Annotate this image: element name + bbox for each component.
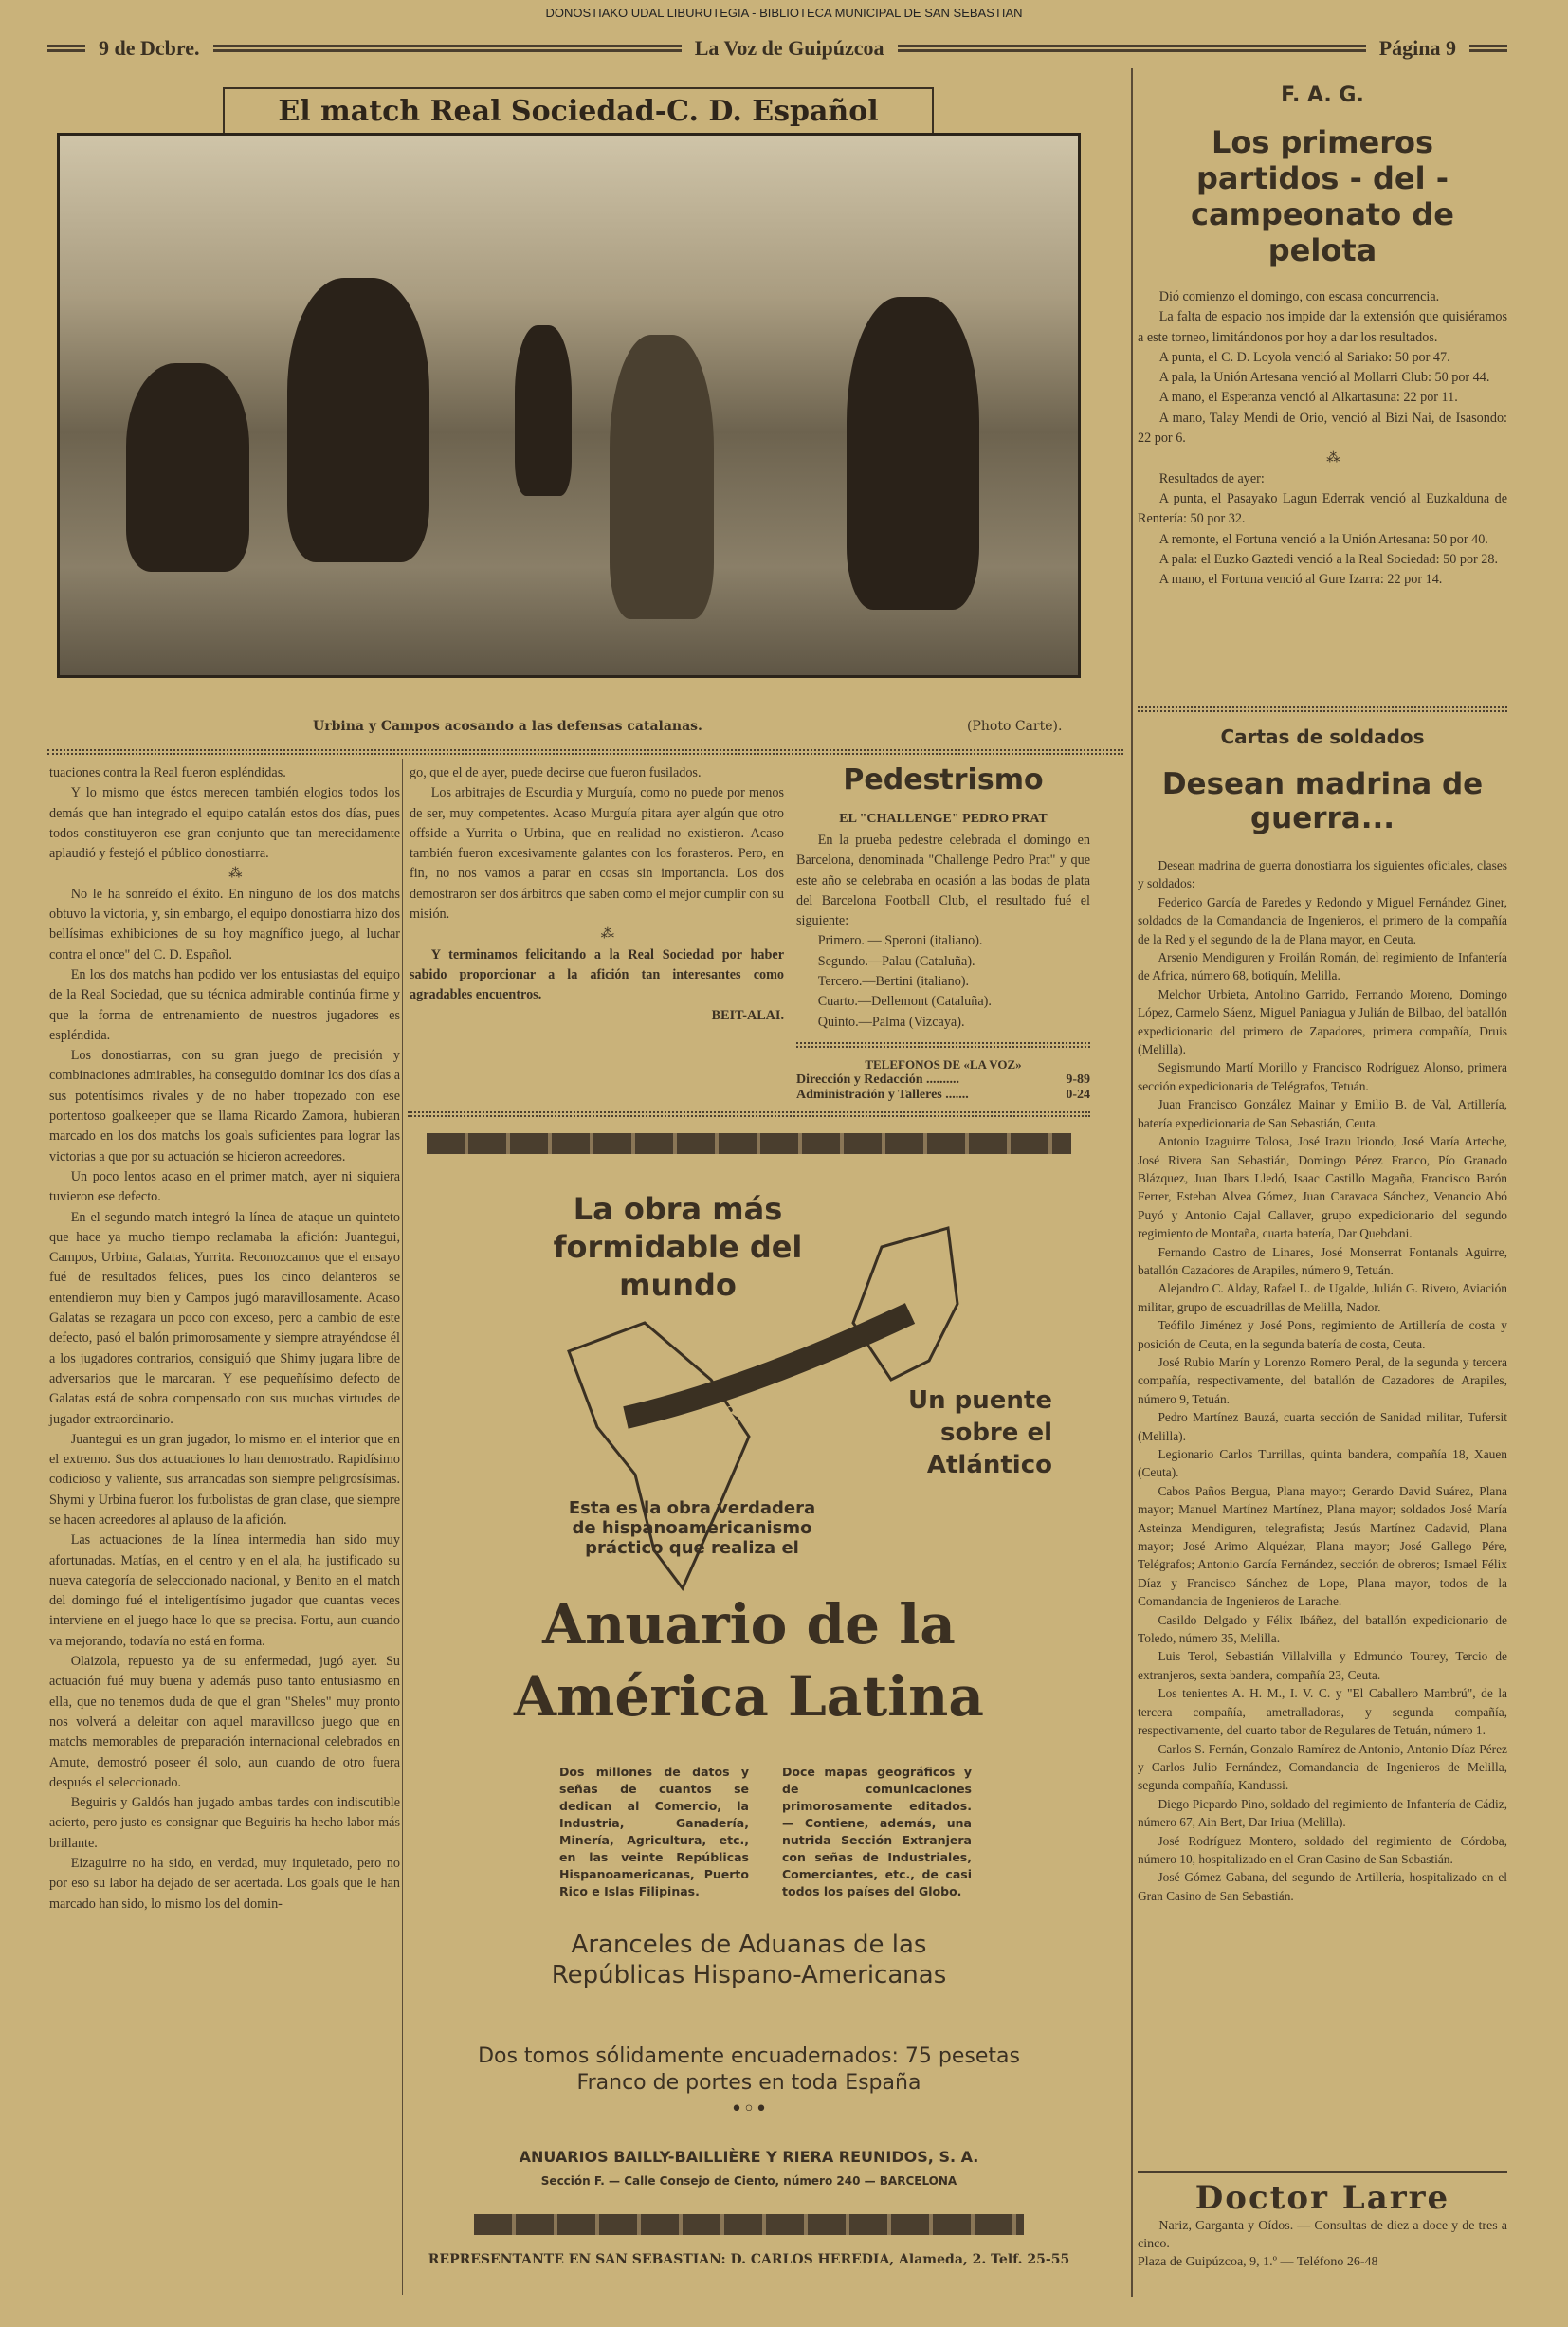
column-divider (1131, 68, 1133, 2297)
divider (408, 1111, 1090, 1117)
asterism: ⁂ (600, 926, 614, 943)
signature: BEIT-ALAI. (711, 1007, 784, 1023)
divider (1138, 706, 1507, 712)
page-header (47, 34, 1507, 63)
doctor-larre-ad: Doctor Larre Nariz, Garganta y Oídos. — Consultas de diez a doce y de tres a cinco. Plaza de Guipúzcoa, 9, 1.º — Teléfono 26-48 (1138, 2171, 1507, 2271)
match-column-1: tuaciones contra la Real fueron espléndidas. Y lo mismo que éstos merecen también elogios todos los demás que han integrado el equipo catalán estos dos días, pues todos constituyeron ese gran conjunto que tan merecidamente aplaudió y festejó el público donostiarra. ⁂ No le ha sonreído el éxito. En ninguno de los dos matchs obtuvo la victoria, y, sin embargo, el equipo donostiarra hizo dos bellísimas exhibiciones de su hoy magnífico juego, al luchar contra el once" del C. D. Español. En los dos matchs han podido ver los entusiastas del equipo de la Real Sociedad, que su técnica admirable continúa firme y que la forma de entrenamiento de nuestros jugadores es espléndida. Los donostiarras, con su gran juego de precisión y combinaciones admirables, ha conseguido dominar los dos días a sus potentísimos rivales y de no haber tropezado con ese portentoso goalkeeper que se llama Ricardo Zamora, hubieran marcado en los dos matchs los goals suficientes para lograr las victorias a que por su actuación se hicieron acreedores. Un poco lentos acaso en el primer match, ayer ni siquiera tuvieron ese defecto. En el segundo match integró la línea de ataque un quinteto que hace ya mucho tiempo reclamaba la afición: Juantegui, Campos, Urbina, Galatas, Yurrita. Reconozcamos que el ensayo fué de resultados felices, pues los cinco delanteros se entendieron muy bien y Campos jugó maravillosamente. Acaso Galatas se rezagara un poco con exceso, pero a cambio de este defecto, pasó el balón primorosamente y siempre atrayéndose él a los jugadores contrarios, consiguió que Shimy jugara libre de adversarios que le marcaran. Y ese pequeñísimo defecto de Galatas está de sobra compensado con sus muchas virtudes de jugador extraordinario. Juantegui es un gran jugador, lo mismo en el interior que en el extremo. Sus dos actuaciones lo han demostrado. Rapidísimo codicioso y valiente, sus arrancadas son siempre peligrosísimas. Shymi y Urbina fueron los futbolistas de gran clase, que siempre se hacen acreedores al aplauso de la afición. Las actuaciones de la línea intermedia han sido muy afortunadas. Matías, en el centro y en el ala, ha justificado su nueva categoría de seleccionado nacional, y Benito en el match del domingo fué el inteligentísimo jugador que cuantas veces interviene en el juego hace lo que se precisa. Fortu, aun cuando va mejorando, todavía no está en forma. Olaizola, repuesto ya de su enfermedad, jugó ayer. Su actuación fué muy buena y además puso tanto entusiasmo en ella, que no tenemos duda de que el gran "Sheles" muy pronto nos volverá a deleitar con aquel maravilloso juego que en matchs memorables de preparación internacional celebrados en Amute, demostró poseer él solo, aun cuando de otro fuera después el seleccionado. Beguiris y Galdós han jugado ambas tardes con indiscutible acierto, pero justo es consignar que Beguiris ha hecho labor más brillante. Eizaguirre no ha sido, en verdad, muy inquietado, pero no por eso su labor ha dejado de ser acertada. Los goals que le han marcado han sido, lo mismo los del domin- (49, 765, 400, 1912)
svg-text:AMÉRICA—ESPAÑA: AMÉRICA—ESPAÑA (680, 1352, 861, 1442)
photo-credit: (Photo Carte). (967, 719, 1063, 734)
pedestrismo-article: Pedestrismo EL "CHALLENGE" PEDRO PRAT En la prueba pedestre celebrada el domingo en Barcelona, denominada "Challenge Pedro Prat" y que este año se celebraba en ocasión a las bodas de plata del Barcelona Football Club, el resultado fué el siguiente: Primero. — Speroni (italiano). Segundo.—Palau (Cataluña). Tercero.—Bertini (italiano). Cuarto.—Dellemont (Cataluña). Quinto.—Palma (Vizcaya). TELEFONOS DE «LA VOZ» Dirección y Redacción .......... 9-89 Administración y Talleres ....... 0-24 (796, 763, 1090, 1102)
match-title: El match Real Sociedad-C. D. Español (223, 87, 934, 137)
library-banner: DONOSTIAKO UDAL LIBURUTEGIA - BIBLIOTECA MUNICIPAL DE SAN SEBASTIAN (545, 6, 1023, 20)
asterism: ⁂ (228, 866, 243, 882)
header-date: 9 de Dcbre. (99, 36, 200, 60)
match-column-2: go, que el de ayer, puede decirse que fueron fusilados. Los arbitrajes de Escurdia y Murguía, como no puede por menos de ser, muy competentes. Acaso Murguía pitara ayer algún que otro offside a Yurrita o Urbina, que en realidad no existieron. Acaso también fueron excesivamente galantes con los forasteros. Pero, en fin, no nos vamos a parar en cosas sin importancia. Los dos demostraron ser dos árbitros que saben como el mejor cumplir con su misión. ⁂ Y terminamos felicitando a la Real Sociedad por haber sabido proporcionar a la afición tan interesantes como agradables encuentros. BEIT-ALAI. (410, 763, 784, 1026)
divider (47, 749, 1123, 755)
column-divider (402, 759, 403, 2295)
pelota-article: F. A. G. Los primeros partidos - del - campeonato de pelota Dió comienzo el domingo, con escasa concurrencia. La falta de espacio nos impide dar la extensión que quisiéramos a este torneo, limitándonos por hoy a dar los resultados. A punta, el C. D. Loyola venció al Sariako: 50 por 47. A pala, la Unión Artesana venció al Mollarri Club: 50 por 44. A mano, el Esperanza venció al Alkartasuna: 22 por 11. A mano, Talay Mendi de Orio, venció al Bizi Nai, de Isasondo: 22 por 6. ⁂ Resultados de ayer: A punta, el Pasayako Lagun Ederrak venció al Euzkalduna de Rentería: 50 por 32. A remonte, el Fortuna venció a la Unión Artesana: 50 por 40. A pala: el Euzko Gaztedi venció a la Real Sociedad: 50 por 28. A mano, el Fortuna venció al Gure Izarra: 22 por 14. (1138, 83, 1507, 588)
newspaper-name: La Voz de Guipúzcoa (694, 36, 884, 60)
telefonos-title: TELEFONOS DE «LA VOZ» (865, 1056, 1022, 1072)
anuario-advertisement: La obra más formidable del mundo AMÉRICA—ESPAÑA Un puente sobre el Atlántico Esta es la obra verdadera de hispanoamericanismo práctico que realiza el Anuario de la América Latina Dos millones de datos y señas de cuantos se dedican al Comercio, la Industria, Ganadería, Minería, Agricultura, etc., en las veinte Repúblicas Hispanoamericanas, Puerto Rico e Islas Filipinas. Doce mapas geográficos y de comunicaciones primorosamente editados. — Contiene, además, una nutrida Sección Extranjera con señas de Industriales, Comerciantes, etc., de casi todos los países del Globo. Aranceles de Aduanas de las Repúblicas Hispano-Americanas Dos tomos sólidamente encuadernados: 75 pesetas Franco de portes en toda España •◦• ANUARIOS BAILLY-BAILLIÈRE Y RIERA REUNIDOS, S. A. Sección F. — Calle Consejo de Ciento, número 240 — BARCELONA REPRESENTANTE EN SAN SEBASTIAN: D. CARLOS HEREDIA, Alameda, 2. Telf. 25-55 (408, 1133, 1090, 2295)
page-number: Página 9 (1378, 36, 1457, 60)
match-photo (57, 133, 1081, 678)
cartas-article: Cartas de soldados Desean madrina de guerra... Desean madrina de guerra donostiarra los siguientes oficiales, clases y soldados: Federico García de Paredes y Redondo y Miguel Fernández Giner, soldados de la Comandancia de Ingenieros, el primero de la compañía de la Red y el segundo de la de Plana mayor, en Ceuta. Arsenio Mendiguren y Froilán Román, del regimiento de Infantería de Africa, número 68, botiquín, Melilla. Melchor Urbieta, Antolino Garrido, Fernando Moreno, Domingo López, Carmelo Sáenz, Miguel Paniagua y Julián de Bilbao, del batallón expedicionario del primero de Zapadores, primera compañía, Druis (Melilla). Segismundo Martí Morillo y Francisco Rodríguez Alonso, primera sección expedicionaria de Telégrafos, Tetuán. Juan Francisco González Mainar y Emilio B. de Val, Artillería, batería expedicionaria de San Sebastián, Ceuta. Antonio Izaguirre Tolosa, José Irazu Iriondo, José María Arteche, José Rivera San Sebastián, Domingo Pérez Franco, Pío Granado Blázquez, Juan Ibars Lledó, Isaac Castillo Magaña, Francisco Barón Ferrer, Esteban Alvea Gómez, Juan Caravaca Sánchez, Venancio Abó Puyó y Antonio Cajal Callaver, grupo expedicionario del segundo regimiento de Montaña, cuarta batería, Dar Quebdani. Fernando Castro de Linares, José Monserrat Fontanals Aguirre, batallón Cazadores de Arapiles, número 9, Tetuán. Alejandro C. Alday, Rafael L. de Ugalde, Julián G. Rivero, Aviación militar, grupo de escuadrillas de Melilla, Nador. Teófilo Jiménez y José Pons, regimiento de Artillería de costa y posición de Ceuta, en la segunda batería de costa, Ceuta. José Rubio Marín y Lorenzo Romero Peral, de la segunda y tercera compañía, respectivamente, del batallón de Cazadores de Arapiles, número 9, Tetuán. Pedro Martínez Bauzá, cuarta sección de Sanidad militar, Tufersit (Melilla). Legionario Carlos Turrillas, quinta bandera, compañía 18, Xauen (Ceuta). Cabos Paños Bergua, Plana mayor; Gerardo David Suárez, Plana mayor; Manuel Martínez Martínez, Plana mayor; soldados José María Asteinza Mendiguren, telegrafista; Jesús Martínez Cadavid, Plana mayor; José Arimo Alquézar, Plana mayor; José Gallego Pére, Telégrafos; Antonio García Fernández, sección de obreros; Ismael Félix Díaz y Francisco Sánchez de Lope, Plana mayor, todos de la Comandancia de Ingenieros de Larache. Casildo Delgado y Félix Ibáñez, del batallón expedicionario de Toledo, número 35, Melilla. Luis Terol, Sebastián Villalvilla y Edmundo Tourey, Tercio de extranjeros, sexta bandera, compañía 23, Ceuta. Los tenientes A. H. M., I. V. C. y "El Caballero Mambrú", de la tercera compañía, ametralladoras, y segunda compañía, respectivamente, del cuarto tabor de Regulares de Tetuán, número 1. Carlos S. Fernán, Gonzalo Ramírez de Antonio, Antonio Díaz Pérez y Carlos Julio Fernández, Comandancia de Ingenieros de Melilla, segunda compañía, Kandussi. Diego Picpardo Pino, soldado del regimiento de Infantería de Cádiz, número 67, Ain Bert, Dar Iriua (Melilla). José Rodríguez Montero, soldado del regimiento de Córdoba, número 10, hospitalizado en el Gran Casino de San Sebastián. José Gómez Gabana, del segundo de Artillería, hospitalizado en el Gran Casino de San Sebastián. (1138, 725, 1507, 1903)
photo-caption: Urbina y Campos acosando a las defensas catalanas. (313, 719, 702, 734)
